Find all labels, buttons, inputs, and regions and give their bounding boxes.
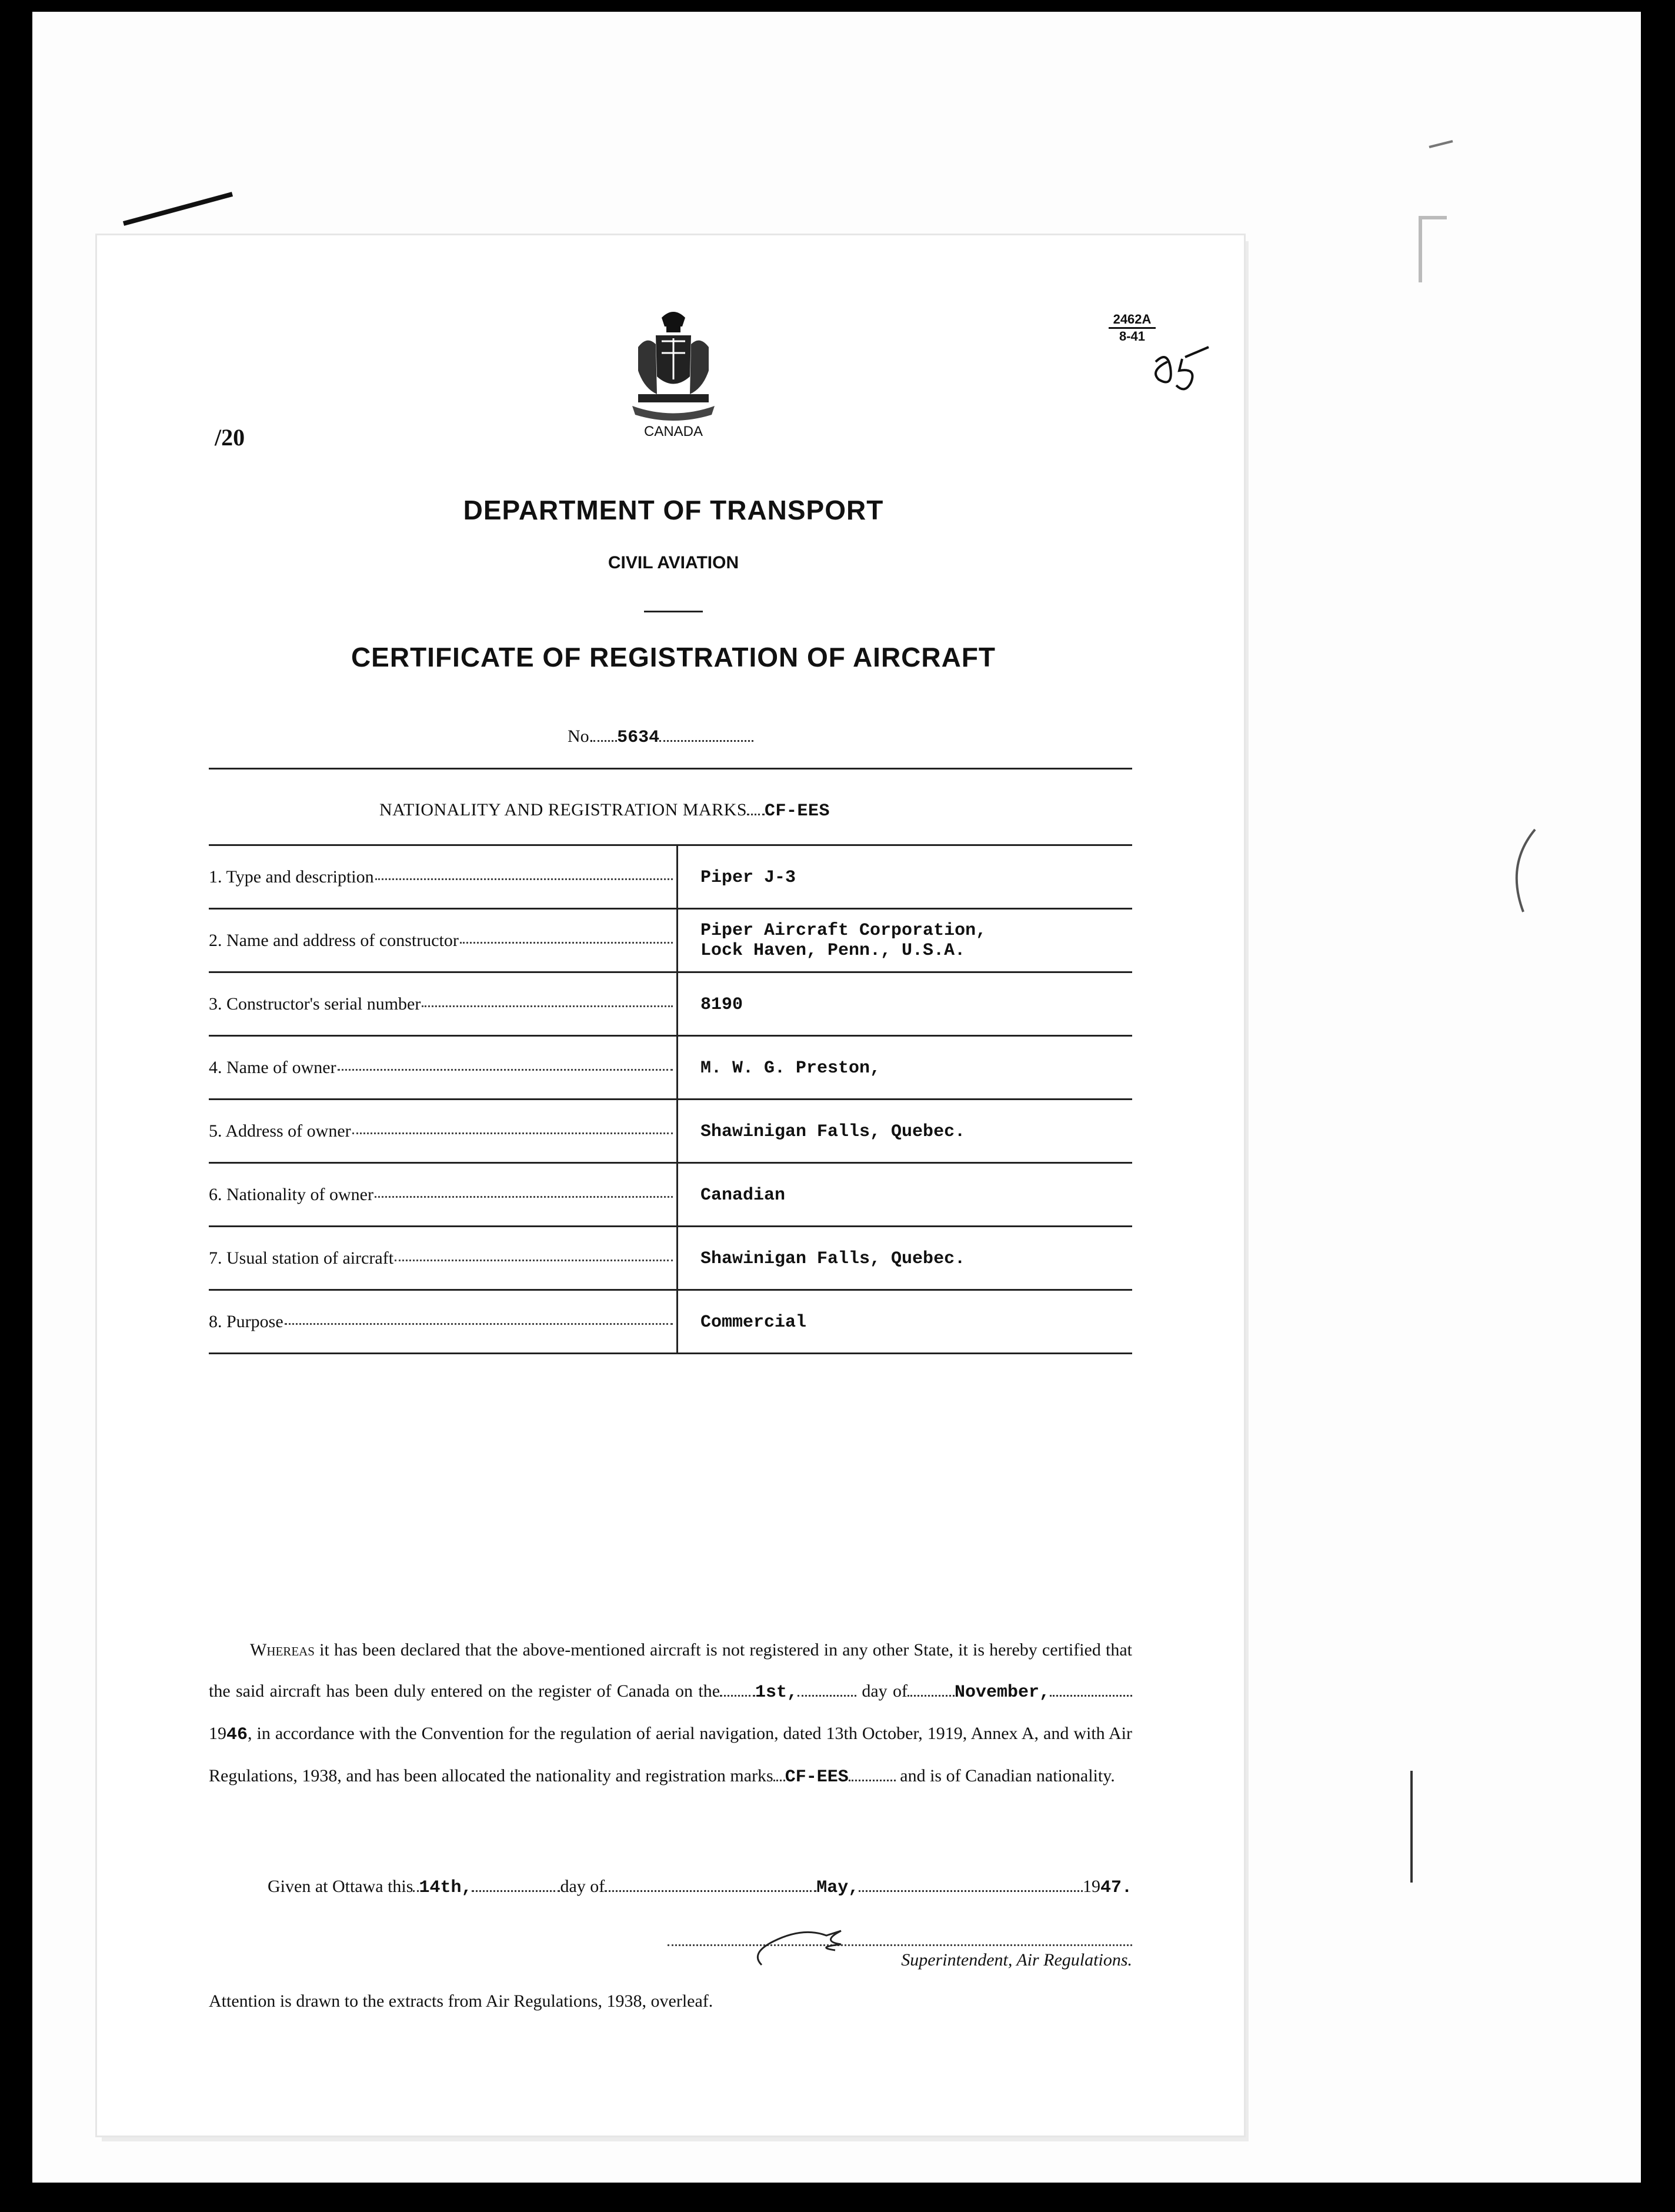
given-line	[268, 1877, 1132, 1898]
declaration-month: November,	[954, 1683, 1050, 1703]
pen-stroke-top-left	[124, 194, 232, 224]
given-year-prefix: 19	[1082, 1877, 1100, 1896]
row-label-nationality: 6. Nationality of owner	[209, 1184, 373, 1204]
top-rule	[209, 768, 1132, 769]
row-value-serial: 8190	[700, 994, 743, 1015]
row-label-type: 1. Type and description	[209, 867, 374, 887]
declaration-paragraph	[209, 1630, 1132, 1798]
division-title: CIVIL AVIATION	[608, 553, 739, 572]
certificate-number-value: 5634	[617, 728, 660, 748]
attention-note: Attention is drawn to the extracts from Air Regulations, 1938, overleaf.	[209, 1991, 713, 2011]
table-row	[209, 1100, 1132, 1163]
form-code	[1109, 312, 1156, 344]
row-label-owner-address: 5. Address of owner	[209, 1121, 351, 1141]
declaration-whereas: Whereas	[250, 1640, 315, 1660]
declaration-year: 46	[226, 1725, 248, 1745]
page-mark: /20	[215, 424, 245, 451]
form-code-number: 2462A	[1109, 312, 1156, 329]
certificate-title: CERTIFICATE OF REGISTRATION OF AIRCRAFT	[351, 642, 996, 672]
row-value-owner: M. W. G. Preston,	[700, 1058, 881, 1078]
row-value-type: Piper J-3	[700, 867, 796, 888]
given-day: 14th,	[419, 1878, 472, 1898]
nationality-line	[379, 800, 830, 821]
row-label-station: 7. Usual station of aircraft	[209, 1248, 394, 1268]
row-value-owner-address: Shawinigan Falls, Quebec.	[700, 1121, 966, 1142]
row-value-constructor: Piper Aircraft Corporation,	[700, 920, 987, 941]
given-prefix: Given at Ottawa this	[268, 1877, 413, 1896]
declaration-text-2: , in accordance with the Convention for the regulation of aerial navigation, dated 13th October, 1919, Annex A, and with Air Regulations, 1938, and has been allocated the nationality and registration marks	[209, 1724, 1132, 1785]
nationality-value: CF-EES	[765, 801, 830, 821]
table-row	[209, 1227, 1132, 1290]
table-row	[209, 1290, 1132, 1354]
table-row	[209, 845, 1132, 909]
handwritten-mark	[1150, 344, 1214, 397]
table-row	[209, 1036, 1132, 1100]
row-label-owner: 4. Name of owner	[209, 1057, 336, 1077]
declaration-day: 1st,	[755, 1683, 798, 1703]
row-value-purpose: Commercial	[700, 1312, 807, 1332]
registration-table	[209, 844, 1132, 1354]
certificate-number-line	[568, 727, 753, 748]
row-value-constructor-address: Lock Haven, Penn., U.S.A.	[700, 940, 966, 961]
row-value-station: Shawinigan Falls, Quebec.	[700, 1248, 966, 1269]
declaration-text-3: and is of Canadian nationality.	[900, 1766, 1115, 1785]
given-year: 47.	[1100, 1878, 1132, 1898]
row-label-constructor: 2. Name and address of constructor	[209, 930, 459, 950]
signature-line	[668, 1944, 1132, 1946]
given-day-of: day of	[560, 1877, 605, 1896]
nationality-label: NATIONALITY AND REGISTRATION MARKS	[379, 800, 748, 819]
department-title: DEPARTMENT OF TRANSPORT	[463, 495, 884, 525]
coat-of-arms-icon	[615, 306, 732, 424]
curve-mark-right	[1517, 830, 1535, 912]
division-underline	[644, 611, 703, 612]
certificate-sheet	[97, 235, 1244, 2136]
row-label-purpose: 8. Purpose	[209, 1311, 283, 1331]
table-row	[209, 909, 1132, 972]
row-value-nationality: Canadian	[700, 1185, 786, 1205]
declaration-year-prefix: 19	[209, 1724, 226, 1743]
declaration-text-1: it has been declared that the above-mentioned aircraft is not registered in any other State, it is hereby certified that the said aircraft has been duly entered on the register of Canada on the	[209, 1640, 1133, 1701]
row-label-serial: 3. Constructor's serial number	[209, 994, 421, 1014]
signatory-title: Superintendent, Air Regulations.	[901, 1950, 1132, 1970]
fold-mark-right	[1420, 218, 1447, 282]
declaration-marks: CF-EES	[785, 1767, 849, 1787]
table-row	[209, 1163, 1132, 1227]
given-month: May,	[816, 1878, 859, 1898]
edge-mark-right	[1429, 141, 1453, 147]
declaration-day-of: day of	[862, 1681, 907, 1701]
table-row	[209, 972, 1132, 1036]
country-label: CANADA	[643, 424, 703, 439]
form-code-date: 8-41	[1119, 329, 1146, 344]
certificate-number-label: No.	[568, 727, 594, 746]
